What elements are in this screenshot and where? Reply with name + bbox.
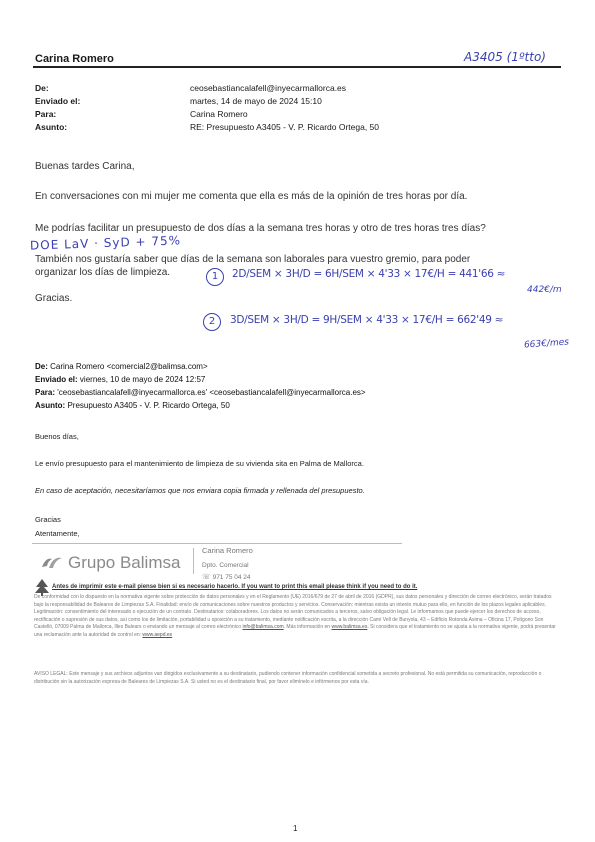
fwd-line2: En caso de aceptación, necesitaríamos que nos enviara copia firmada y rellenada del presupuesto. (35, 486, 365, 495)
fwd-from-row (35, 362, 208, 371)
handwritten-calc-1-result: 442€/m (527, 285, 562, 295)
signature-dept: Dpto. Comercial (202, 562, 249, 569)
privacy-text-end: . Si considera que el tratamiento no se ajusta a la normativa vigente, podrá presentar una reclamación ante la autoridad de control en: (34, 624, 556, 638)
company-name: Grupo Balimsa (68, 553, 181, 572)
signature-phone-row (202, 573, 251, 581)
aepd-link[interactable]: www.aepd.es (142, 631, 173, 638)
handwritten-calc-1: 2D/SEM × 3H/D = 6H/SEM × 4'33 × 17€/H = 441'66 ≈ (232, 268, 506, 280)
to-label: Para: (35, 109, 57, 119)
header-rule (33, 66, 561, 68)
body-greeting: Buenas tardes Carina, (35, 161, 135, 172)
subject-value: RE: Presupuesto A3405 - V. P. Ricardo Ortega, 50 (190, 122, 380, 132)
calc2-number: 2 (203, 313, 221, 331)
handwritten-calc-2: 3D/SEM × 3H/D = 9H/SEM × 4'33 × 17€/H = 662'49 ≈ (230, 314, 504, 326)
fwd-from-value[interactable]: Carina Romero <comercial2@balimsa.com> (50, 362, 208, 371)
calc1-number: 1 (206, 268, 224, 286)
body-paragraph: organizar los días de limpieza. (35, 267, 171, 278)
to-value: Carina Romero (190, 109, 248, 119)
privacy-text: De conformidad con lo dispuesto en la normativa vigente sobre protección de datos personales y en el Reglamento (UE) 2016/679 de 27 de abril de 2016 (GDPR), sus datos personales y dirección de correo electrónico, serán tratados bajo la responsabilidad de Baleares de Limpiezas S.A. Finalidad: envío de comunicaciones sobre nuestros productos y servicios. Conservación: mientras exista un interés mutuo para ello, en función de los plazos legales aplicables. Legitimación: consentimiento del interesado o ejecución de un contrato. Destinatarios: colaboradores. Los datos no serán comunicados a terceros, salvo obligación legal. Le informamos que puede ejercer los derechos de acceso, rectificación o supresión de sus datos, así como los de limitación, portabilidad u oposición a su tratamiento, mediante notificación escrita, a la dirección Camí Vell de Bunyola, 43 – Edificio Rotonda Asima – Oficina 17, Polígono Son Castelló, 07009 Palma de Mallorca, Illes Balears o enviando un mensaje al correo electrónico (34, 594, 552, 631)
fwd-sent-value: viernes, 10 de mayo de 2024 12:57 (79, 375, 206, 384)
privacy-notice (34, 594, 562, 640)
sent-label: Enviado el: (35, 96, 81, 106)
company-logo (40, 553, 64, 576)
sender-name: Carina Romero (35, 53, 114, 65)
fwd-subject-label: Asunto: (35, 401, 66, 410)
sent-value: martes, 14 de mayo de 2024 15:10 (190, 96, 322, 106)
signature-name: Carina Romero (202, 546, 253, 555)
handwritten-calc-2-result: 663€/mes (523, 337, 570, 351)
fwd-from-label: De: (35, 362, 48, 371)
privacy-email-link[interactable]: info@balimsa.com (242, 624, 284, 631)
handwritten-note: DOE LaV · SyD + 75% (29, 233, 182, 253)
fwd-line1: Le envío presupuesto para el mantenimiento de limpieza de su vivienda sita en Palma de Mallorca. (35, 459, 364, 468)
fwd-sent-label: Enviado el: (35, 375, 78, 384)
from-value[interactable]: ceosebastiancalafell@inyecarmallorca.es (190, 83, 347, 93)
legal-notice: AVISO LEGAL: Este mensaje y sus archivos adjuntos van dirigidos exclusivamente a su destinatario, pudiendo contener información confidencial sometida a secreto profesional. No está permitida su comunicación, reproducción o distribución sin la autorización expresa de Baleares de Limpiezas S.A. Si usted no es el destinatario final, por favor elimínelo e infórmenos por esta vía. (34, 671, 542, 685)
balimsa-logo-icon (40, 553, 64, 571)
eco-notice: Antes de imprimir este e-mail piense bien si es necesario hacerlo. If you want to print this email please think if you need to do it. (52, 584, 418, 590)
body-paragraph: Me podrías facilitar un presupuesto de dos días a la semana tres horas y otro de tres horas tres días? (35, 223, 486, 234)
subject-label: Asunto: (35, 122, 68, 132)
fwd-to-row (35, 388, 366, 397)
handwritten-reference: A3405 (1ºtto) (464, 50, 546, 64)
page-number: 1 (293, 824, 298, 833)
from-label: De: (35, 83, 49, 93)
fwd-subject-value: Presupuesto A3405 - V. P. Ricardo Ortega, 50 (67, 401, 230, 410)
privacy-web-link[interactable]: www.balimsa.es (331, 624, 368, 631)
signature-phone[interactable]: 971 75 04 24 (212, 574, 251, 581)
body-paragraph: También nos gustaría saber que días de la semana son laborales para vuestro gremio, para poder (35, 254, 471, 265)
phone-icon: ☏ (202, 574, 211, 581)
fwd-closing-regards: Atentamente, (35, 529, 80, 538)
body-thanks: Gracias. (35, 293, 73, 304)
body-paragraph: En conversaciones con mi mujer me comenta que ella es más de la opinión de tres horas por día. (35, 191, 468, 202)
fwd-to-label: Para: (35, 388, 56, 397)
fwd-sent-row (35, 375, 205, 384)
fwd-greeting: Buenos días, (35, 432, 79, 441)
signature-divider (193, 548, 194, 574)
fwd-to-value[interactable]: 'ceosebastiancalafell@inyecarmallorca.es' <ceosebastiancalafell@inyecarmallorca.es> (57, 388, 366, 397)
fwd-subject-row (35, 401, 230, 410)
fwd-closing-thanks: Gracias (35, 515, 61, 524)
privacy-text-mid: . Más información en (283, 624, 331, 631)
